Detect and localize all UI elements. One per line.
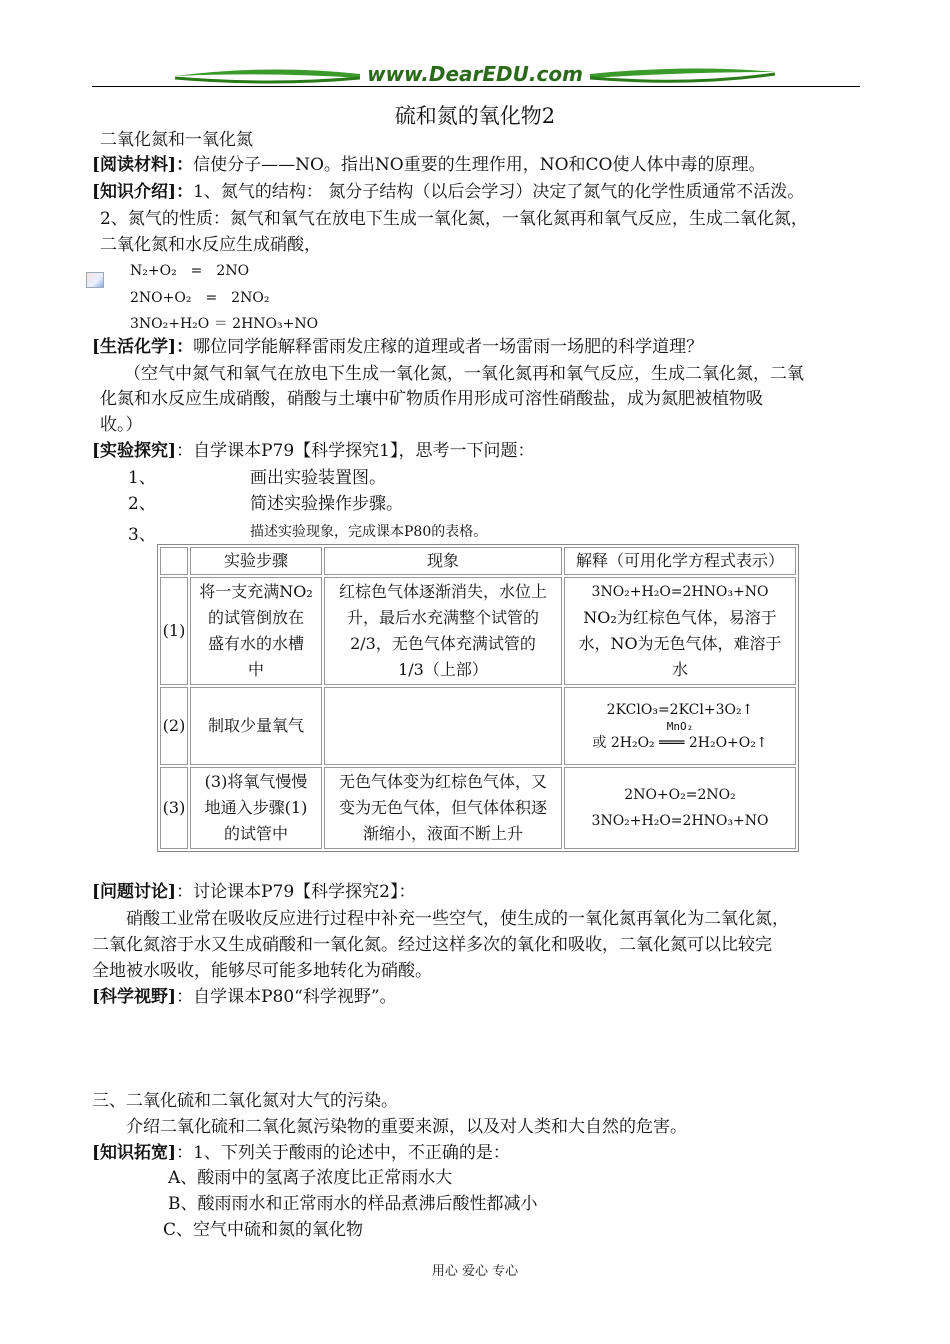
life-chem-question: 哪位同学能解释雷雨发庄稼的道理或者一场雷雨一场肥的科学道理？: [193, 337, 704, 357]
experiment-item-text: 描述实验现象，完成课本P80的表格。: [250, 524, 488, 540]
cell-line: 2NO+O₂=2NO₂: [624, 787, 736, 803]
extension-paragraph: [92, 1142, 510, 1164]
broken-image-icon: [86, 272, 104, 288]
header-divider: [92, 86, 860, 87]
explanation-cell: [564, 687, 796, 765]
row-index: (1): [160, 577, 188, 685]
section-intro: 介绍二氧化硫和二氧化氮污染物的重要来源，以及对人类和大自然的危害。: [126, 1117, 687, 1137]
discussion-text: ：讨论课本P79【科学探究2】：: [176, 882, 416, 902]
cell-line: 2KClO₃=2KCl+3O₂↑: [606, 701, 754, 718]
phenomenon-cell: [324, 767, 562, 849]
cell-line: 的试管倒放在: [207, 608, 304, 627]
table-header-cell: 解释（可用化学方程式表示）: [564, 547, 796, 575]
table-row: [160, 687, 796, 765]
step-cell: [190, 577, 322, 685]
reading-tag: [阅读材料]：: [92, 155, 194, 175]
option-item: C、空气中硫和氮的氧化物: [163, 1220, 364, 1240]
table-row: [160, 767, 796, 849]
life-chem-answer: 收。）: [100, 415, 143, 435]
vision-tag: [科学视野]: [92, 987, 177, 1007]
step-cell: [190, 687, 322, 765]
cell-line: 制取少量氧气: [207, 716, 304, 735]
cell-line: 2/3，无色气体充满试管的: [350, 634, 536, 653]
page-footer: 用心 爱心 专心: [431, 1264, 519, 1279]
table-header-cell: 实验步骤: [190, 547, 322, 575]
reading-text: 信使分子——NO。指出NO重要的生理作用，NO和CO使人体中毒的原理。: [193, 155, 766, 175]
knowledge-tag: [知识介绍]：: [92, 182, 194, 202]
table-row: [160, 577, 796, 685]
catalyst-label: MnO₂: [666, 719, 694, 733]
step-cell: [190, 767, 322, 849]
row-index: (3): [160, 767, 188, 849]
cell-line: 中: [247, 660, 264, 679]
extension-tag: [知识拓宽]: [92, 1143, 177, 1163]
life-chem-answer: （空气中氮气和氧气在放电下生成一氧化氮，一氧化氮再和氧气反应，生成二氧化氮，二氧: [124, 364, 804, 384]
experiment-item-num: 3、: [128, 525, 156, 545]
cell-line: 变为无色气体，但气体体积逐: [338, 798, 547, 817]
experiment-item-num: 2、: [128, 494, 156, 514]
explanation-cell: [564, 577, 796, 685]
cell-line: 将一支充满NO₂: [199, 582, 313, 601]
cell-line: 渐缩小，液面不断上升: [362, 824, 523, 843]
experiment-text: ：自学课本P79【科学探究1】，思考一下问题：: [176, 441, 535, 461]
header-logo: [170, 60, 780, 88]
experiment-item-text: 简述实验操作步骤。: [250, 494, 403, 514]
vision-paragraph: [92, 986, 397, 1008]
option-item: A、酸雨中的氢离子浓度比正常雨水大: [168, 1168, 453, 1188]
cell-line: 盛有水的水槽: [207, 634, 304, 653]
reading-paragraph: [92, 154, 765, 176]
knowledge-paragraph: [92, 181, 804, 203]
cell-line: 水: [671, 660, 688, 679]
cell-line: NO₂为红棕色气体，易溶于: [583, 608, 777, 627]
phenomenon-cell: [324, 687, 562, 765]
discussion-body: 全地被水吸收，能够尽可能多地转化为硝酸。: [92, 961, 432, 981]
table-header-cell: 现象: [324, 547, 562, 575]
life-chem-tag: [生活化学]：: [92, 337, 194, 357]
cell-line: 水，NO为无色气体，难溶于: [578, 634, 782, 653]
cell-line: 地通入步骤(1): [204, 798, 308, 817]
experiment-table: [157, 544, 799, 852]
knowledge-line: 2、氮气的性质：氮气和氧气在放电下生成一氧化氮，一氧化氮再和氧气反应，生成二氧化氮，: [100, 209, 808, 229]
cell-line: 或 2H₂O₂ ═══ 2H₂O+O₂↑: [592, 734, 768, 751]
section-heading: 三、二氧化硫和二氧化氮对大气的污染。: [92, 1091, 398, 1111]
option-item: B、酸雨雨水和正常雨水的样品煮沸后酸性都减小: [168, 1194, 538, 1214]
discussion-tag: [问题讨论]: [92, 882, 177, 902]
cell-line: 升，最后水充满整个试管的: [346, 608, 539, 627]
discussion-paragraph: [92, 881, 415, 903]
page-title: 硫和氮的氧化物2: [394, 104, 556, 128]
life-chem-answer: 化氮和水反应生成硝酸，硝酸与土壤中矿物质作用形成可溶性硝酸盐，成为氮肥被植物吸: [100, 389, 763, 409]
equation-3: 3NO₂+H₂O ＝ 2HNO₃+NO: [130, 316, 319, 332]
experiment-paragraph: [92, 440, 534, 462]
cell-line: 无色气体变为红棕色气体，又: [338, 772, 547, 791]
equation-1: N₂+O₂ = 2NO: [130, 263, 250, 279]
explanation-cell: [564, 767, 796, 849]
table-header-row: [160, 547, 796, 575]
extension-text: ：1、下列关于酸雨的论述中，不正确的是：: [176, 1143, 510, 1163]
life-chem-paragraph: [92, 336, 703, 358]
experiment-tag: [实验探究]: [92, 441, 177, 461]
equation-2: 2NO+O₂ = 2NO₂: [130, 290, 270, 306]
phenomenon-cell: [324, 577, 562, 685]
row-index: (2): [160, 687, 188, 765]
cell-line: (3)将氧气慢慢: [204, 772, 308, 791]
cell-line: 3NO₂+H₂O=2HNO₃+NO: [591, 813, 769, 829]
vision-text: ：自学课本P80“科学视野”。: [176, 987, 397, 1007]
discussion-body: 二氧化氮溶于水又生成硝酸和一氧化氮。经过这样多次的氧化和吸收，二氧化氮可以比较完: [92, 935, 772, 955]
section-heading: 二氧化氮和一氧化氮: [100, 130, 253, 150]
knowledge-line: 二氧化氮和水反应生成硝酸，: [100, 235, 321, 255]
logo-text: www.DearEDU.com: [367, 62, 583, 86]
discussion-body: 硝酸工业常在吸收反应进行过程中补充一些空气，使生成的一氧化氮再氧化为二氧化氮，: [126, 909, 789, 929]
cell-line: 3NO₂+H₂O=2HNO₃+NO: [591, 584, 769, 600]
knowledge-line: 1、氮气的结构： 氮分子结构（以后会学习）决定了氮气的化学性质通常不活泼。: [193, 182, 805, 202]
cell-line: 1/3（上部）: [398, 660, 488, 679]
experiment-item-text: 画出实验装置图。: [250, 468, 386, 488]
table-header-cell: [160, 547, 188, 575]
cell-line: 红棕色气体逐渐消失，水位上: [338, 582, 547, 601]
cell-line: 的试管中: [223, 824, 288, 843]
experiment-item-num: 1、: [128, 468, 156, 488]
